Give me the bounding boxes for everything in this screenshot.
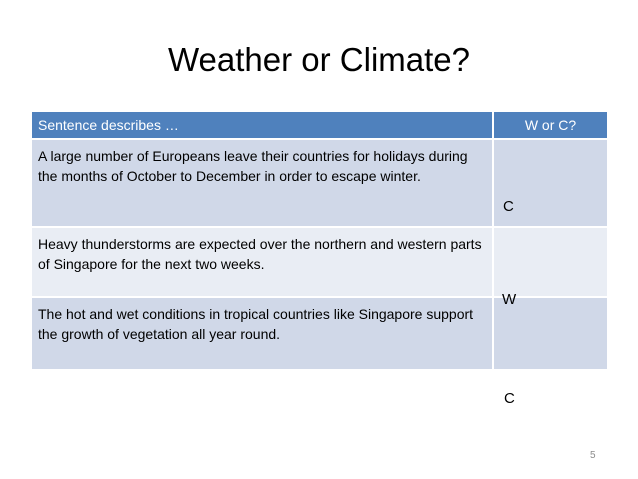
answer-row-3: C xyxy=(504,390,515,407)
row-sentence: A large number of Europeans leave their countries for holidays during the months of October to December in order to escape winter. xyxy=(32,140,494,226)
table-row xyxy=(32,226,607,296)
row-answer-cell xyxy=(494,228,607,296)
table-header-row xyxy=(32,112,607,138)
table-row xyxy=(32,296,607,369)
slide-title: Weather or Climate? xyxy=(167,41,470,78)
row-sentence: Heavy thunderstorms are expected over the northern and western parts of Singapore for the next two weeks. xyxy=(32,228,494,296)
header-sentence: Sentence describes … xyxy=(32,112,494,138)
row-answer-cell xyxy=(494,298,607,369)
answer-row-1: C xyxy=(503,198,514,215)
table-row xyxy=(32,138,607,226)
header-answer: W or C? xyxy=(524,117,577,133)
row-sentence: The hot and wet conditions in tropical countries like Singapore support the growth of vegetation all year round. xyxy=(32,298,494,369)
page-number: 5 xyxy=(590,450,596,461)
weather-climate-table xyxy=(32,112,607,369)
answer-row-2: W xyxy=(502,291,517,308)
